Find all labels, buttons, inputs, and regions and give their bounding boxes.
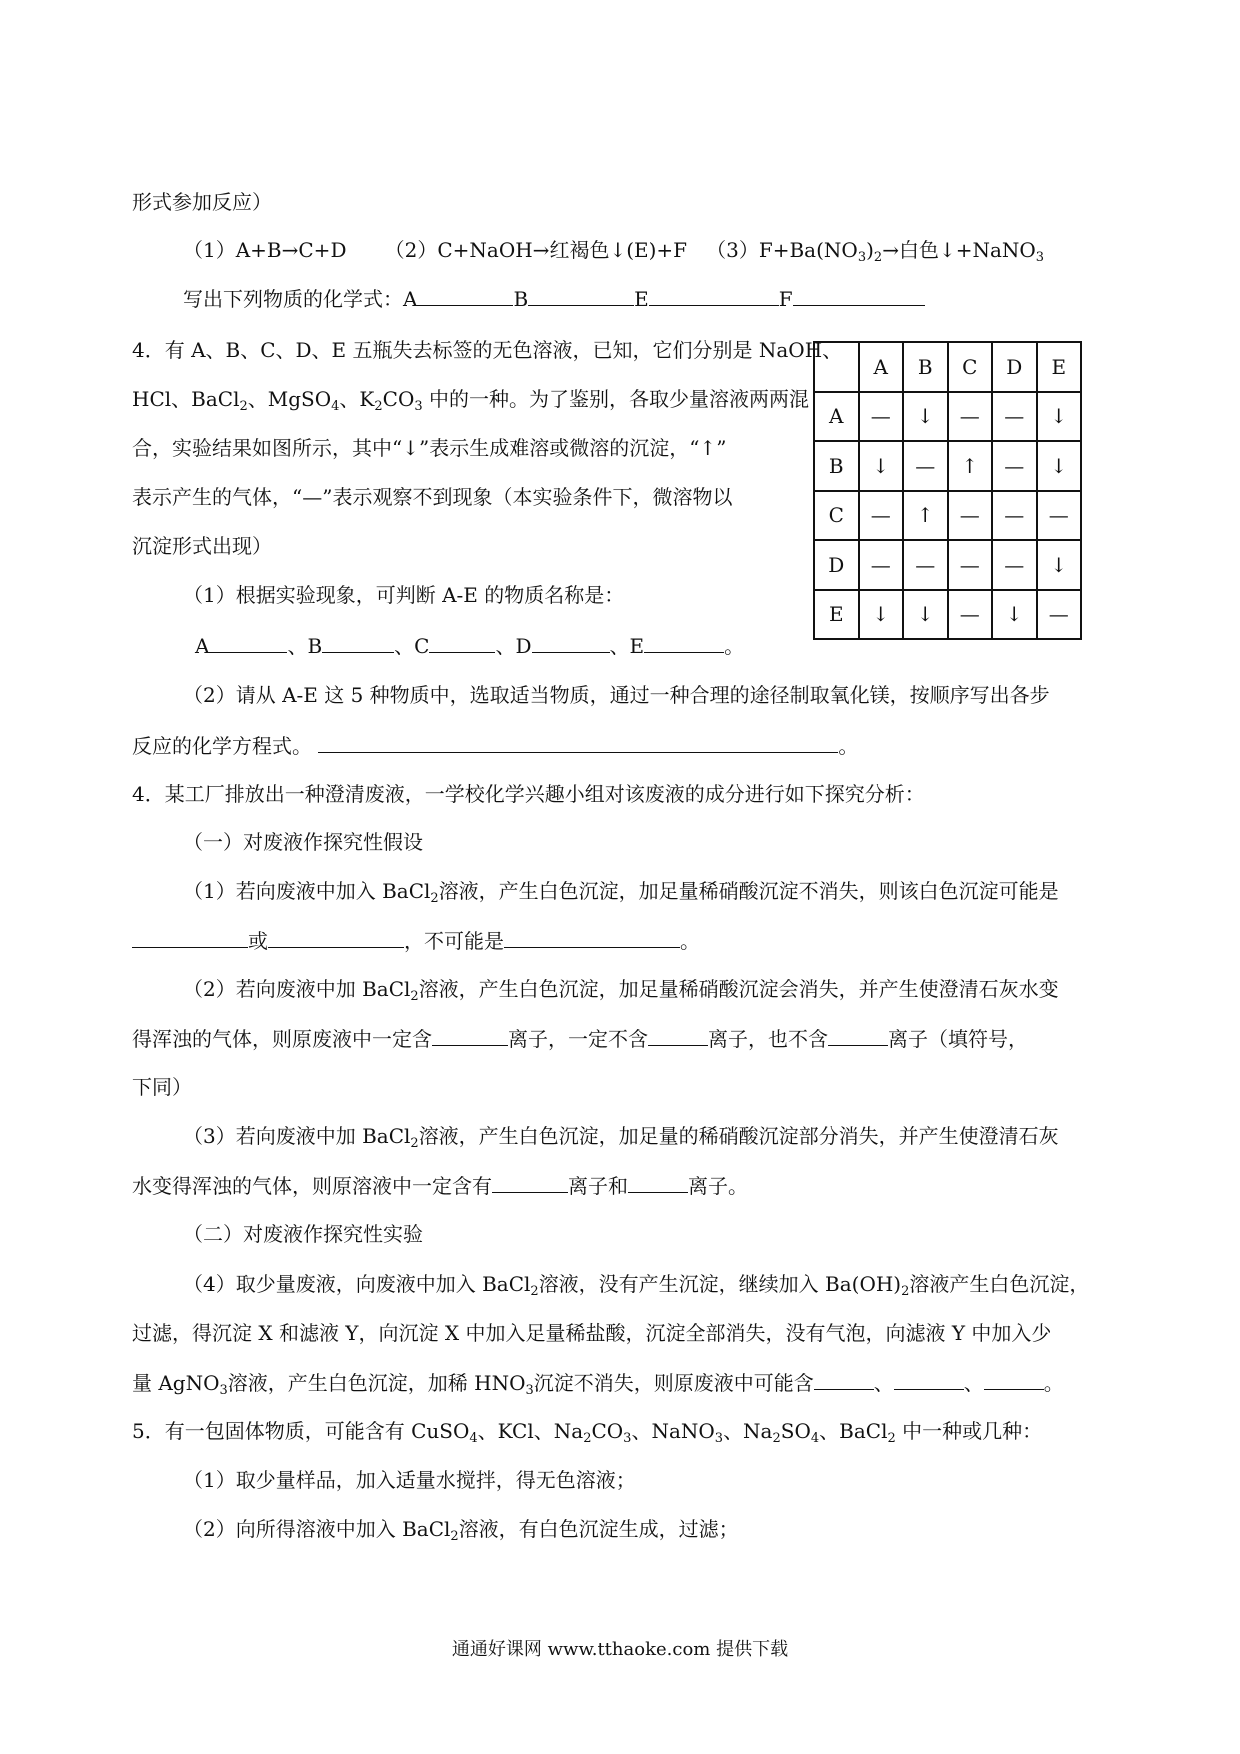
q4b-part2-heading: （二）对废液作探究性实验 bbox=[183, 1222, 423, 1246]
table-cell: — bbox=[948, 491, 993, 541]
q4a-line4: 表示产生的气体，“—”表示观察不到现象（本实验条件下，微溶物以 bbox=[132, 485, 733, 509]
q4b-p2-line1: （2）若向废液中加 BaCl$_2$溶液，产生白色沉淀，加足量稀硝酸沉淀会消失，并产生使澄清石灰水变 bbox=[183, 977, 1059, 1004]
q4b-title: 4．某工厂排放出一种澄清废液，一学校化学兴趣小组对该废液的成分进行如下探究分析： bbox=[132, 782, 925, 806]
answer-blank[interactable] bbox=[814, 1367, 874, 1390]
table-cell: — bbox=[992, 540, 1037, 590]
table-cell: ↓ bbox=[859, 590, 904, 640]
q4b-p3-line2: 水变得浑浊的气体，则原溶液中一定含有 离子和 离子。 bbox=[132, 1170, 748, 1201]
answer-blank[interactable] bbox=[492, 1170, 568, 1193]
table-cell: — bbox=[859, 540, 904, 590]
answer-blank-b[interactable] bbox=[322, 630, 394, 653]
table-cell: — bbox=[1037, 590, 1082, 640]
answer-blank-d[interactable] bbox=[532, 630, 610, 653]
table-row bbox=[814, 392, 1081, 442]
table-cell: ↓ bbox=[1037, 441, 1082, 491]
answer-blank[interactable] bbox=[894, 1367, 964, 1390]
q4b-p3-line1: （3）若向废液中加 BaCl$_2$溶液，产生白色沉淀，加足量的稀硝酸沉淀部分消失，并产生使澄清石灰 bbox=[183, 1124, 1059, 1151]
answer-blank[interactable] bbox=[984, 1367, 1044, 1390]
table-cell: D bbox=[814, 540, 859, 590]
q4a-line3: 合，实验结果如图所示，其中“↓”表示生成难溶或微溶的沉淀，“↑” bbox=[132, 436, 727, 460]
table-cell bbox=[814, 342, 859, 392]
table-cell: C bbox=[814, 491, 859, 541]
q3-continuation: 形式参加反应） bbox=[132, 190, 272, 214]
q3-reactions: （1）A+B→C+D （2）C+NaOH→红褐色↓(E)+F $(3)F+Ba(NO_3)_2\to$白色↓+NaNO$_3$ bbox=[183, 238, 1045, 265]
table-cell: — bbox=[992, 491, 1037, 541]
answer-blank-e[interactable] bbox=[644, 630, 724, 653]
table-cell: — bbox=[948, 392, 993, 442]
q4b-p4-line1: （4）取少量废液，向废液中加入 BaCl$_2$溶液，没有产生沉淀，继续加入 $Ba(OH)_2$溶液产生白色沉淀， bbox=[183, 1272, 1090, 1299]
answer-blank[interactable] bbox=[828, 1023, 888, 1046]
table-cell: — bbox=[992, 392, 1037, 442]
table-cell: — bbox=[948, 590, 993, 640]
answer-blank-f[interactable] bbox=[793, 283, 925, 306]
q5-step1: （1）取少量样品，加入适量水搅拌，得无色溶液； bbox=[183, 1468, 636, 1492]
q4b-p4-line2: 过滤，得沉淀 X 和滤液 Y，向沉淀 X 中加入足量稀盐酸，沉淀全部消失，没有气泡，向滤液 Y 中加入少 bbox=[132, 1321, 1052, 1345]
q5-step2: （2）向所得溶液中加入 BaCl$_2$溶液，有白色沉淀生成，过滤； bbox=[183, 1517, 739, 1544]
answer-blank[interactable] bbox=[628, 1170, 688, 1193]
table-cell: ↓ bbox=[903, 590, 948, 640]
table-cell: — bbox=[859, 392, 904, 442]
table-cell: A bbox=[859, 342, 904, 392]
table-cell: — bbox=[903, 441, 948, 491]
q4a-line1: 4．有 A、B、C、D、E 五瓶失去标签的无色溶液，已知，它们分别是 NaOH、 bbox=[132, 338, 843, 362]
q4a-sub2-line2: 反应的化学方程式。 。 bbox=[132, 730, 858, 761]
answer-blank-a[interactable] bbox=[417, 283, 513, 306]
q4b-p4-line3: 量 AgNO$_3$溶液，产生白色沉淀，加稀 $HNO_3$沉淀不消失，则原废液中可能含 、 、 。 bbox=[132, 1367, 1064, 1398]
table-cell: E bbox=[1037, 342, 1082, 392]
q3-formula-prompt: 写出下列物质的化学式：A B E F bbox=[183, 283, 925, 314]
table-cell: ↓ bbox=[1037, 540, 1082, 590]
table-header-row bbox=[814, 342, 1081, 392]
answer-blank[interactable] bbox=[648, 1023, 708, 1046]
table-cell: ↑ bbox=[948, 441, 993, 491]
table-row bbox=[814, 540, 1081, 590]
answer-blank[interactable] bbox=[504, 925, 680, 948]
answer-blank[interactable] bbox=[268, 925, 404, 948]
q4b-p1-line1: （1）若向废液中加入 BaCl$_2$溶液，产生白色沉淀，加足量稀硝酸沉淀不消失，则该白色沉淀可能是 bbox=[183, 879, 1059, 906]
table-cell: C bbox=[948, 342, 993, 392]
table-row bbox=[814, 491, 1081, 541]
q4b-p2-line2: 得浑浊的气体，则原废液中一定含 离子，一定不含 离子，也不含 离子（填符号， bbox=[132, 1023, 1028, 1054]
answer-blank-c[interactable] bbox=[429, 630, 495, 653]
table-cell: E bbox=[814, 590, 859, 640]
q4a-line5: 沉淀形式出现） bbox=[132, 534, 272, 558]
table-cell: ↓ bbox=[992, 590, 1037, 640]
page-footer: 通通好课网 www.tthaoke.com 提供下载 bbox=[451, 1639, 789, 1660]
answer-blank[interactable] bbox=[432, 1023, 508, 1046]
table-row bbox=[814, 441, 1081, 491]
table-row bbox=[814, 590, 1081, 640]
table-cell: — bbox=[1037, 491, 1082, 541]
table-cell: B bbox=[903, 342, 948, 392]
q4b-p1-line2: 或 ，不可能是 。 bbox=[132, 925, 700, 956]
q4b-part1-heading: （一）对废液作探究性假设 bbox=[183, 830, 423, 854]
table-cell: — bbox=[859, 491, 904, 541]
q4a-sub1: （1）根据实验现象，可判断 A-E 的物质名称是： bbox=[183, 583, 625, 607]
q4a-sub2-line1: （2）请从 A-E 这 5 种物质中，选取适当物质，通过一种合理的途径制取氧化镁，按顺序写出各步 bbox=[183, 683, 1050, 707]
table-cell: A bbox=[814, 392, 859, 442]
answer-blank-equations[interactable] bbox=[318, 730, 838, 753]
answer-blank-e[interactable] bbox=[649, 283, 779, 306]
table-cell: ↓ bbox=[859, 441, 904, 491]
reaction-results-table bbox=[813, 341, 1082, 640]
table-cell: ↑ bbox=[903, 491, 948, 541]
table-cell: ↓ bbox=[1037, 392, 1082, 442]
q4a-sub1-blanks: A 、B 、C 、D 、E 。 bbox=[195, 630, 744, 661]
table-cell: ↓ bbox=[903, 392, 948, 442]
table-cell: — bbox=[903, 540, 948, 590]
table-cell: — bbox=[992, 441, 1037, 491]
answer-blank-b[interactable] bbox=[528, 283, 634, 306]
answer-blank[interactable] bbox=[132, 925, 248, 948]
table-cell: D bbox=[992, 342, 1037, 392]
q4a-line2: HCl、BaCl$_2$、MgSO$_4$、$K_2CO_3$ 中的一种。为了鉴别，各取少量溶液两两混 bbox=[132, 387, 809, 414]
table-cell: B bbox=[814, 441, 859, 491]
answer-blank-a[interactable] bbox=[209, 630, 287, 653]
q5-title: 5．有一包固体物质，可能含有 CuSO$_4$、KCl、$Na_2CO_3$、NaNO$_3$、$Na_2SO_4$、BaCl$_2$ 中一种或几种： bbox=[132, 1419, 1043, 1446]
table-cell: — bbox=[948, 540, 993, 590]
q4b-p2-line3: 下同） bbox=[132, 1075, 192, 1099]
